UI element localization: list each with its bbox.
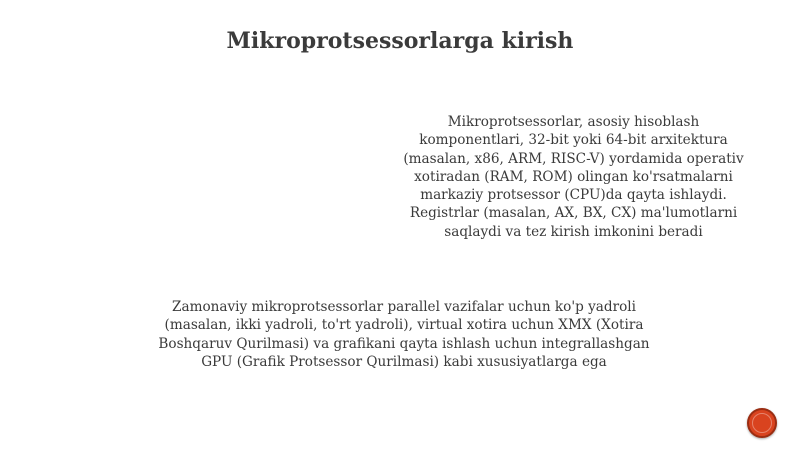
- slide-title-text: Mikroprotsessorlarga kirish: [226, 28, 574, 54]
- paragraph-right: Mikroprotsessorlar, asosiy hisoblash komponentlari, 32-bit yoki 64-bit arxitektura (masalan, x86, ARM, RISC-V) yordamida operativ xotiradan (RAM, ROM) olingan ko'rsatmalarni markaziy protsessor (CPU)da qayta ishlaydi. Registrlar (masalan, AX, BX, CX) ma'lumotlarni saqlaydi va tez kirish imkonini beradi: [403, 114, 744, 240]
- button-ring: [752, 413, 772, 433]
- slide-title: [0, 28, 800, 54]
- circle-button-icon[interactable]: [747, 408, 777, 438]
- paragraph-bottom: Zamonaviy mikroprotsessorlar parallel vazifalar uchun ko'p yadroli (masalan, ikki yadroli, to'rt yadroli), virtual xotira uchun XMX (Xotira Boshqaruv Qurilmasi) va grafikani qayta ishlash uchun integrallashgan GPU (Grafik Protsessor Qurilmasi) kabi xususiyatlarga ega: [158, 299, 650, 370]
